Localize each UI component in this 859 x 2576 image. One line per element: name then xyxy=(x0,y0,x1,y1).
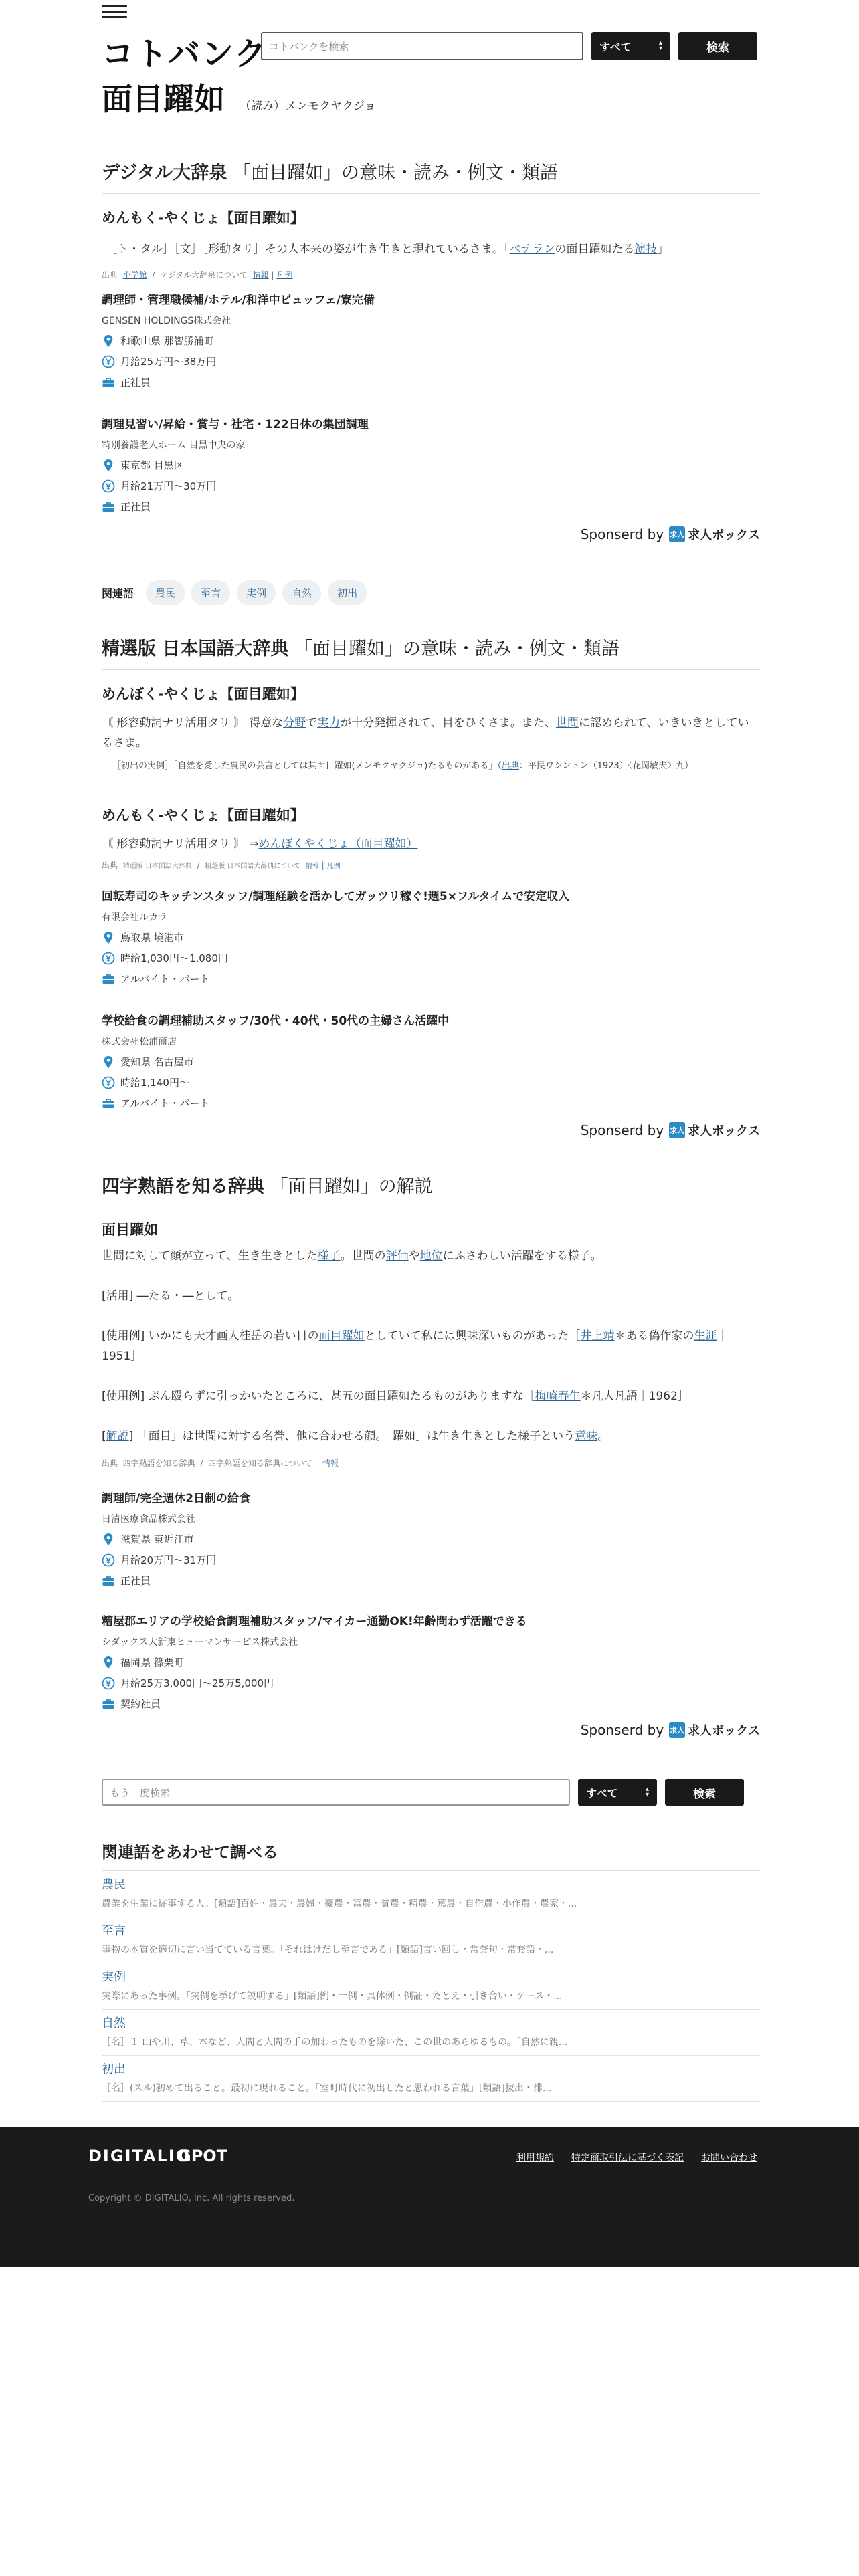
dict-name: 精選版 日本国語大辞典 xyxy=(102,639,289,659)
job-card[interactable] xyxy=(102,1612,760,1711)
dict-title xyxy=(102,158,760,194)
def-text: ［ト・タル］［文］［形動タリ］その人本来の姿が生き生きと現れているさま。「 xyxy=(106,243,510,256)
footer-links xyxy=(516,2151,757,2164)
job-title[interactable]: 調理師/完全週休2日制の給食 xyxy=(102,1492,251,1505)
job-location xyxy=(102,1532,760,1546)
source-sep: / xyxy=(152,270,155,280)
source-legend-link[interactable]: 凡例 xyxy=(276,270,293,280)
job-type xyxy=(102,972,760,986)
map-pin-icon xyxy=(102,334,115,348)
job-type-text: 契約社員 xyxy=(120,1698,161,1710)
kyujinbox-name: 求人ボックス xyxy=(688,1124,760,1138)
conjugation: [活用] ―たる・―として。 xyxy=(102,1289,240,1303)
related-chip[interactable]: 実例 xyxy=(237,580,276,605)
search-button[interactable]: 検索 xyxy=(665,1779,744,1806)
related-label: 関連語 xyxy=(102,587,134,600)
related-words xyxy=(102,580,760,605)
related-word-link[interactable]: 農民 xyxy=(102,1878,126,1892)
sponsor-label: Sponserd by xyxy=(580,1122,664,1138)
job-company: 株式会社松浦商店 xyxy=(102,1037,177,1047)
kyujinbox-mark-icon: 求人 xyxy=(669,526,685,542)
job-salary xyxy=(102,1075,760,1089)
link-menboku-yakujo[interactable]: めんぼくやくじょ（面目躍如） xyxy=(258,837,418,851)
job-card[interactable] xyxy=(102,1489,760,1588)
job-card[interactable] xyxy=(102,1011,760,1110)
explanation-text: ] 「面目」は世間に対する名誉、他に合わせる顔。「躍如」は生き生きとした様子という xyxy=(128,1430,575,1443)
usage-example xyxy=(102,1326,760,1366)
usage-text: としていて私には興味深いものがあった［ xyxy=(364,1329,581,1343)
job-type-text: アルバイト・パート xyxy=(120,1097,210,1109)
job-type-text: 正社員 xyxy=(120,1575,151,1587)
related-list-item[interactable] xyxy=(102,2010,760,2056)
kyujinbox-logo xyxy=(669,526,760,543)
kyujinbox-logo xyxy=(669,1121,760,1139)
job-type xyxy=(102,375,760,389)
job-location-text: 和歌山県 那智勝浦町 xyxy=(120,335,214,347)
job-salary xyxy=(102,951,760,965)
job-location xyxy=(102,1055,760,1069)
job-type xyxy=(102,500,760,514)
job-type-text: 正社員 xyxy=(120,377,151,389)
def-text: の面目躍如たる xyxy=(555,243,635,256)
job-company: シダックス大新東ヒューマンサービス株式会社 xyxy=(102,1637,298,1648)
link-bunya[interactable]: 分野 xyxy=(283,716,306,730)
example-text: ：平民ワシントン（1923）〈花岡敏夫〉九） xyxy=(518,761,694,771)
job-title[interactable]: 調理見習い/昇給・賞与・社宅・122日休の集団調理 xyxy=(102,418,369,431)
explanation-text: [ xyxy=(102,1430,106,1443)
def-text: 〘 形容動詞ナリ活用タリ 〙 得意な xyxy=(102,716,284,730)
source-about: 四字熟語を知る辞典について xyxy=(208,1459,312,1468)
job-salary xyxy=(102,1676,760,1690)
entry-title: 面目躍如 xyxy=(102,1222,158,1238)
job-location-text: 福岡県 篠栗町 xyxy=(120,1656,184,1669)
source-prefix: 出典 xyxy=(102,861,118,870)
map-pin-icon xyxy=(102,459,115,472)
related-list-item[interactable] xyxy=(102,1871,760,1917)
def-text: で xyxy=(306,716,318,730)
kyujinbox-mark-icon: 求人 xyxy=(669,1122,685,1138)
link-engi[interactable]: 演技 xyxy=(634,243,658,256)
related-word-desc: 農業を生業に従事する人。[類語]百姓・農夫・農婦・豪農・富農・貧農・精農・篤農・自作農・小作農・農家・... xyxy=(102,1899,577,1909)
usage-text: ｜1951］ xyxy=(102,1329,729,1363)
job-location-text: 鳥取県 境港市 xyxy=(120,932,184,944)
briefcase-icon xyxy=(102,1097,115,1110)
related-word-link[interactable]: 初出 xyxy=(102,2062,126,2076)
example-text: ［初出の実例］「自然を愛した農民の芸言としては其面目躍如(メンモクヤクジョ)たるものがある」（ xyxy=(112,761,502,771)
related-word-desc: 実際にあった事例。「実例を挙げて説明する」[類語]例・一例・具体例・例証・たとえ・引き合い・ケース・... xyxy=(102,1991,563,2002)
related-list-title: 関連語をあわせて調べる xyxy=(102,1839,760,1871)
related-word-desc: ［名］(スル)初めて出ること。最初に現れること。「室町時代に初出したと思われる言葉」[類語]抜出・排... xyxy=(102,2083,552,2094)
dict-title-rest: 「面目躍如」の意味・読み・例文・類語 xyxy=(294,639,619,659)
entry-title: めんぼく‐やくじょ【面目躍如】 xyxy=(102,686,304,702)
usage-text: [使用例] ぶん殴らずに引っかいたところに、甚五の面目躍如たるものがありますな［ xyxy=(102,1390,535,1403)
dict-title xyxy=(102,1172,760,1207)
job-location xyxy=(102,458,760,472)
source-name: 四字熟語を知る辞典 xyxy=(122,1459,195,1468)
related-word-desc: ［名］１ 山や川、草、木など、人間と人間の手の加わったものを除いた、この世のあらゆるもの。「自然に親... xyxy=(102,2037,568,2048)
nikkoku-section xyxy=(102,634,760,871)
job-salary-text: 時給1,030円〜1,080円 xyxy=(120,952,228,964)
usage-text: [使用例] いかにも天才画人桂岳の若い日の xyxy=(102,1329,319,1343)
job-card[interactable] xyxy=(102,887,760,986)
digitalio-logo[interactable]: DIGITALIO xyxy=(88,2147,191,2165)
briefcase-icon xyxy=(102,1697,115,1711)
job-type xyxy=(102,1096,760,1110)
link-seken[interactable]: 世間 xyxy=(555,716,579,730)
hamburger-menu-icon[interactable] xyxy=(102,5,127,19)
page-title: 面目躍如 xyxy=(102,81,225,117)
yen-icon xyxy=(102,952,115,965)
job-title[interactable]: 糟屋郡エリアの学校給食調理補助スタッフ/マイカー通勤OK!年齢問わず活躍できる xyxy=(102,1615,527,1628)
related-list-item[interactable] xyxy=(102,1963,760,2010)
dict-name: デジタル大辞泉 xyxy=(102,163,227,183)
yen-icon xyxy=(102,479,115,493)
category-select-value: すべて xyxy=(599,40,632,53)
definition xyxy=(102,239,760,259)
updown-arrows-icon: ▴ ▾ xyxy=(658,39,662,52)
job-salary-text: 月給21万円〜30万円 xyxy=(120,480,217,492)
kyujinbox-mark-icon: 求人 xyxy=(669,1722,685,1738)
source-info-link[interactable]: 情報 xyxy=(305,863,319,870)
related-word-desc: 事物の本質を適切に言い当てている言葉。「それはけだし至言である」[類語]言い回し・常套句・常套語・... xyxy=(102,1945,554,1955)
category-select-value: すべて xyxy=(586,1786,618,1800)
search-placeholder: もう一度検索 xyxy=(110,1786,171,1799)
search-placeholder: コトバンクを検索 xyxy=(269,40,349,53)
link-shutten[interactable]: 出典 xyxy=(501,761,519,771)
footer-link[interactable]: お問い合わせ xyxy=(701,2153,757,2163)
map-pin-icon xyxy=(102,931,115,944)
category-select[interactable] xyxy=(591,32,670,60)
site-logo[interactable]: コトバンク xyxy=(102,35,268,73)
related-word-link[interactable]: 自然 xyxy=(102,2016,126,2030)
related-list-section xyxy=(102,1839,760,2102)
job-salary-text: 月給25万3,000円〜25万5,000円 xyxy=(120,1677,274,1689)
related-list-item[interactable] xyxy=(102,2056,760,2102)
def-text: 世間に対して顔が立って、生き生きとした xyxy=(102,1249,318,1263)
def-text: 」 xyxy=(657,243,669,256)
kyujinbox-name: 求人ボックス xyxy=(688,1724,760,1738)
map-pin-icon xyxy=(102,1055,115,1069)
related-word-link[interactable]: 至言 xyxy=(102,1924,126,1938)
source-sep: | xyxy=(321,861,324,870)
usage-example xyxy=(102,1386,760,1406)
job-salary-text: 月給20万円〜31万円 xyxy=(120,1554,217,1566)
usage-text: ＊凡人凡語｜1962］ xyxy=(580,1390,689,1403)
job-type xyxy=(102,1574,760,1588)
related-word-link[interactable]: 実例 xyxy=(102,1970,126,1984)
definition xyxy=(102,713,760,753)
yen-icon xyxy=(102,1677,115,1690)
related-list xyxy=(102,1871,760,2102)
related-list-item[interactable] xyxy=(102,1917,760,1963)
example xyxy=(102,758,760,771)
dict-title-rest: 「面目躍如」の解説 xyxy=(270,1176,433,1197)
usage-text: ＊ある偽作家の xyxy=(614,1329,694,1343)
source-prefix: 出典 xyxy=(102,270,118,280)
briefcase-icon xyxy=(102,376,115,389)
source-line xyxy=(102,1457,760,1469)
link-shogai[interactable]: 生涯 xyxy=(694,1329,717,1343)
related-chip[interactable]: 農民 xyxy=(146,580,185,605)
definition xyxy=(102,1246,760,1266)
job-company: 日清医療食品株式会社 xyxy=(102,1514,195,1525)
link-umezaki-haruo[interactable]: 梅崎春生 xyxy=(535,1390,581,1403)
link-menmoku-yakujo[interactable]: 面目躍如 xyxy=(318,1329,365,1343)
yen-icon xyxy=(102,355,115,368)
footer xyxy=(0,2127,859,2267)
daijisen-section xyxy=(102,158,760,280)
job-company: GENSEN HOLDINGS株式会社 xyxy=(102,316,231,326)
briefcase-icon xyxy=(102,500,115,514)
link-kaisetsu[interactable]: 解説 xyxy=(106,1430,129,1443)
related-chip[interactable]: 初出 xyxy=(328,580,367,605)
yen-icon xyxy=(102,1076,115,1089)
bottom-search xyxy=(102,1779,760,1806)
source-sep: | xyxy=(271,270,274,280)
category-select[interactable] xyxy=(578,1779,657,1806)
search-input[interactable] xyxy=(261,32,583,60)
job-salary xyxy=(102,354,760,368)
dict-title-rest: 「面目躍如」の意味・読み・例文・類語 xyxy=(232,163,558,183)
link-inoue-yasushi[interactable]: 井上靖 xyxy=(580,1329,615,1343)
link-hyoka[interactable]: 評価 xyxy=(385,1249,409,1263)
source-name: 精選版 日本国語大辞典 xyxy=(122,863,192,870)
source-line xyxy=(102,269,760,280)
kyujinbox-name: 求人ボックス xyxy=(688,528,760,542)
job-location xyxy=(102,930,760,944)
sponsor-credit[interactable] xyxy=(581,526,760,543)
job-company: 有限会社ルカラ xyxy=(102,912,167,923)
def-text: 〘 形容動詞ナリ活用タリ 〙 ⇒ xyxy=(102,837,259,851)
footer-link[interactable]: 特定商取引法に基づく表記 xyxy=(571,2153,684,2163)
job-card[interactable] xyxy=(102,415,760,514)
job-title[interactable]: 調理師・管理職候補/ホテル/和洋中ビュッフェ/寮完備 xyxy=(102,294,375,307)
source-info-link[interactable]: 情報 xyxy=(252,270,269,280)
job-location-text: 滋賀県 東近江市 xyxy=(120,1533,194,1545)
search-input[interactable] xyxy=(102,1779,570,1806)
def-text: にふさわしい活躍をする様子。 xyxy=(442,1249,602,1263)
related-chip[interactable]: 至言 xyxy=(191,580,230,605)
copyright: Copyright © DIGITALIO, Inc. All rights reserved. xyxy=(88,2193,295,2204)
map-pin-icon xyxy=(102,1533,115,1546)
source-prefix: 出典 xyxy=(102,1459,118,1468)
dict-title xyxy=(102,634,760,670)
link-imi[interactable]: 意味 xyxy=(575,1430,598,1443)
map-pin-icon xyxy=(102,1656,115,1669)
job-type xyxy=(102,1697,760,1711)
headword-row xyxy=(102,75,376,119)
sponsor-credit[interactable] xyxy=(581,1121,760,1139)
job-location-text: 東京都 目黒区 xyxy=(120,459,184,471)
sponsor-label: Sponserd by xyxy=(580,1722,664,1738)
gpot-logo[interactable]: GPOT xyxy=(178,2147,228,2165)
job-type-text: 正社員 xyxy=(120,501,151,513)
search-button[interactable]: 検索 xyxy=(678,32,757,60)
source-sep: / xyxy=(200,1459,203,1468)
def-text: が十分発揮されて、目をひくさま。また、 xyxy=(340,716,556,730)
job-title[interactable]: 回転寿司のキッチンスタッフ/調理経験を活かしてガッツリ稼ぐ!週5×フルタイムで安定収入 xyxy=(102,890,570,903)
related-chips xyxy=(102,580,760,605)
job-company: 特別養護老人ホーム 目黒中央の家 xyxy=(102,440,246,451)
briefcase-icon xyxy=(102,1574,115,1588)
job-type-text: アルバイト・パート xyxy=(120,973,210,985)
explanation xyxy=(102,1426,760,1446)
def-text: や xyxy=(408,1249,420,1263)
link-chii[interactable]: 地位 xyxy=(419,1249,443,1263)
source-about: 精選版 日本国語大辞典について xyxy=(205,863,301,870)
sponsor-label: Sponserd by xyxy=(580,526,664,542)
entry-title: めんもく‐やくじょ【面目躍如】 xyxy=(102,210,304,226)
yen-icon xyxy=(102,1553,115,1567)
source-legend-link[interactable]: 凡例 xyxy=(326,863,341,870)
job-salary-text: 月給25万円〜38万円 xyxy=(120,356,217,368)
updown-arrows-icon: ▴ ▾ xyxy=(645,1786,649,1798)
footer-link[interactable]: 利用規約 xyxy=(516,2153,554,2163)
briefcase-icon xyxy=(102,972,115,986)
link-jitsuryoku[interactable]: 実力 xyxy=(317,716,341,730)
source-info-link[interactable]: 情報 xyxy=(322,1459,339,1468)
link-yosu[interactable]: 様子 xyxy=(317,1249,341,1263)
dict-name: 四字熟語を知る辞典 xyxy=(102,1176,264,1197)
source-sep: / xyxy=(197,861,200,870)
reading: （読み）メンモクヤクジョ xyxy=(240,100,376,113)
def-text: 。世間の xyxy=(340,1249,386,1263)
job-location-text: 愛知県 名古屋市 xyxy=(120,1056,194,1068)
job-salary-text: 時給1,140円〜 xyxy=(120,1077,189,1089)
definition xyxy=(102,834,760,854)
def-text: に認められて、いきいきとしているさま。 xyxy=(102,716,749,750)
source-about: デジタル大辞泉について xyxy=(160,270,248,280)
explanation-text: 。 xyxy=(597,1430,609,1443)
job-salary xyxy=(102,1553,760,1567)
source-publisher-link[interactable]: 小学館 xyxy=(122,270,147,280)
yojijukugo-section xyxy=(102,1172,760,1469)
sponsor-credit[interactable] xyxy=(581,1721,760,1739)
kyujinbox-logo xyxy=(669,1721,760,1739)
header-search xyxy=(261,32,757,60)
job-title[interactable]: 学校給食の調理補助スタッフ/30代・40代・50代の主婦さん活躍中 xyxy=(102,1014,450,1028)
entry-title: めんもく‐やくじょ【面目躍如】 xyxy=(102,807,304,823)
job-location xyxy=(102,1655,760,1669)
job-location xyxy=(102,334,760,348)
job-salary xyxy=(102,479,760,493)
job-card[interactable] xyxy=(102,290,760,389)
related-chip[interactable]: 自然 xyxy=(282,580,321,605)
source-line xyxy=(102,859,760,871)
link-veteran[interactable]: ベテラン xyxy=(509,243,555,256)
